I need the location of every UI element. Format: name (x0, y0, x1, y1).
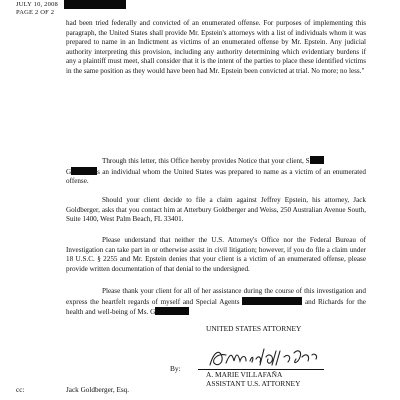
paragraph-thanks (66, 287, 366, 318)
notice-text-start: Through this letter, this Office hereby provides Notice that your client, (102, 157, 304, 165)
thanks-text-start: Please thank your client for all of her assistance during the course of this investigation and express the heartfelt regards of myself and Special Agents (66, 287, 366, 306)
redaction-bar (242, 297, 302, 305)
header-page-number: PAGE 2 OF 2 (16, 9, 55, 16)
handwritten-signature (204, 345, 324, 371)
by-label: By: (170, 364, 181, 373)
redaction-bar (64, 0, 126, 9)
notice-initial-s: S (305, 157, 310, 165)
redaction-bar (71, 167, 97, 175)
paragraph-civil-litigation: Please understand that neither the U.S. Attorney's Office nor the Federal Bureau of Investigation can take part in or otherwise assist in civil litigation; however, if you do file a claim under 18 U.S.C. § 2255 and Mr. Epstein denies that your client is a victim of an enumerated offense, please provide written documentation of that denial to the undersigned. (66, 236, 366, 273)
paragraph-claim-contact: Should your client decide to file a claim against Jeffrey Epstein, his attorney, Jack Goldberger, asks that you contact him at Atterbury Goldberger and Weiss, 250 Australian Avenue South, Suite 1400, West Palm Beach, FL 33401. (66, 196, 366, 224)
notice-initial-g: G (66, 167, 72, 176)
paragraph-agreement-clause: had been tried federally and convicted of an enumerated offense. For purposes of implementing this paragraph, the United States shall provide Mr. Epstein's attorneys with a list of individuals whom it was prepared to name in an Indictment as victims of an enumerated offense by Mr. Epstein. Any judicial authority interpreting this provision, including any authority determining which evidentiary burdens if any a plaintiff must meet, shall consider that it is the intent of the parties to place these identified victims in the same position as they would have been had Mr. Epstein been convicted at trial. No more; no less." (66, 19, 366, 75)
paragraph-notice (66, 156, 366, 187)
cc-recipient: Jack Goldberger, Esq. (66, 386, 130, 394)
signature-office: UNITED STATES ATTORNEY (206, 324, 302, 333)
signatory-name: A. MARIE VILLAFAÑA (206, 370, 283, 379)
cc-label: cc: (16, 386, 25, 394)
header-date: JULY 10, 2008 (16, 1, 58, 8)
redaction-bar (155, 307, 189, 315)
thanks-text-end: and Richards for the health and well-being of Ms. G (66, 297, 366, 317)
signatory-title: ASSISTANT U.S. ATTORNEY (206, 379, 301, 388)
notice-text-end: s an individual whom the United States was prepared to name as a victim of an enumerated offense. (66, 167, 366, 186)
redaction-bar (310, 156, 324, 164)
